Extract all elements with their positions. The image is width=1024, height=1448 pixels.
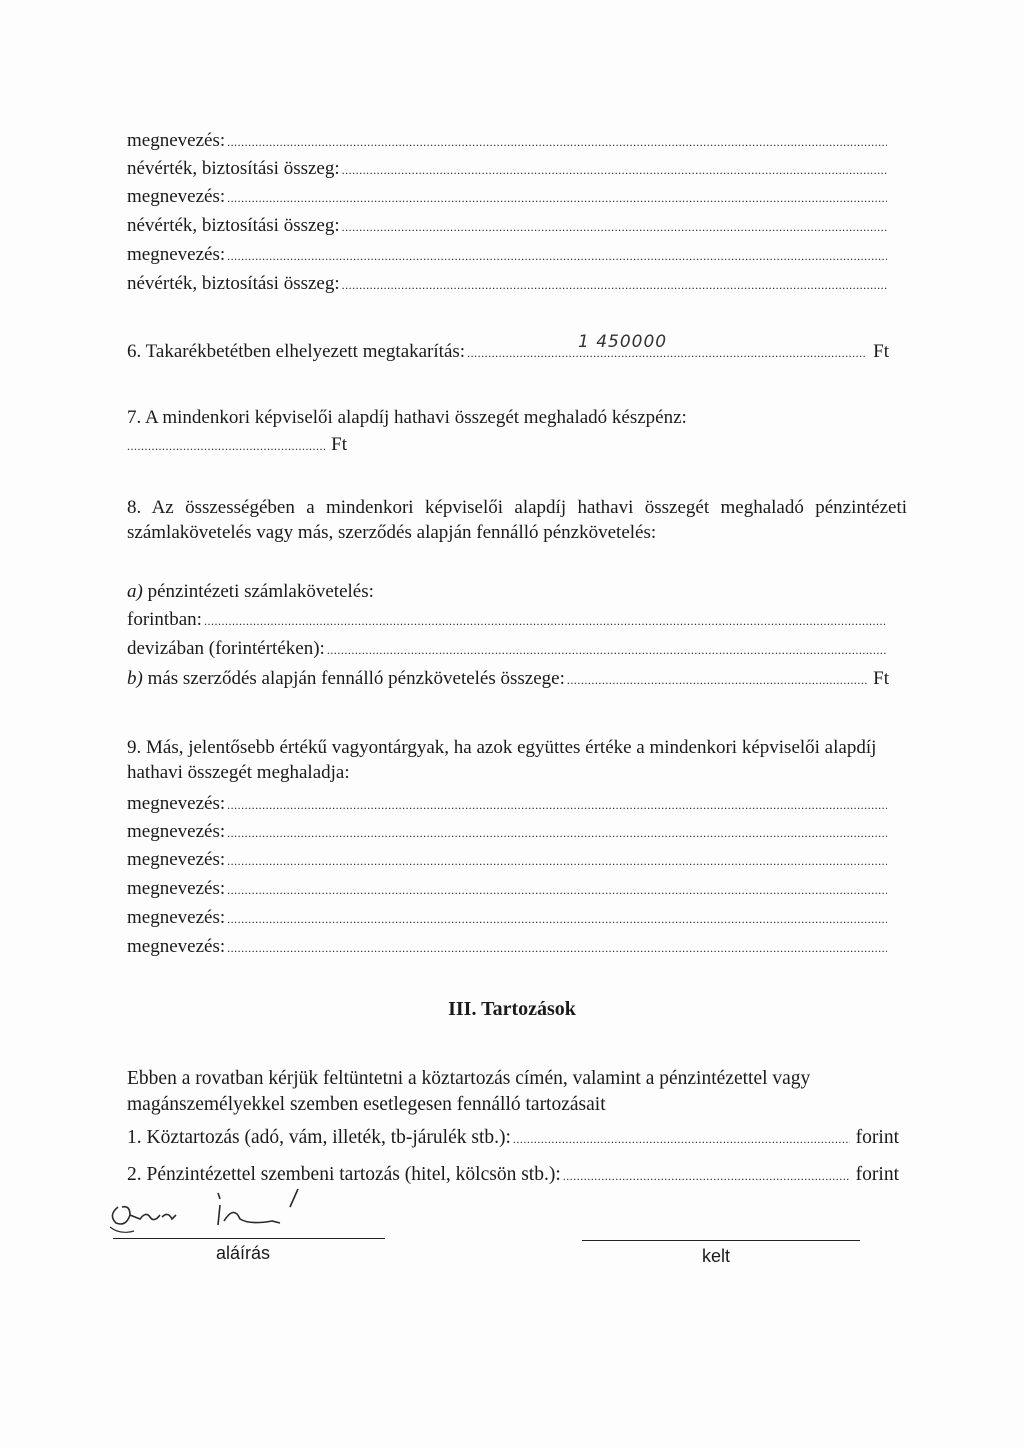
asset-value-line-2 — [127, 214, 889, 239]
item-7-amount-line — [127, 433, 347, 458]
asset-name-label: megnevezés: — [127, 244, 226, 265]
signature-stroke — [112, 1207, 176, 1224]
item-9-name-label: megnevezés: — [127, 878, 226, 899]
item-8b-marker: b) — [127, 668, 143, 689]
item-7-text: 7. A mindenkori képviselői alapdíj hathavi összegét meghaladó készpénz: — [127, 407, 687, 428]
forint-label: forintban: — [127, 609, 202, 630]
item-6-unit: Ft — [873, 341, 889, 362]
item-6-handwritten-amount: 1 450000 — [578, 332, 668, 352]
asset-name-line-1 — [127, 129, 889, 154]
signature-line — [113, 1238, 385, 1239]
item-8a-forint-line — [127, 608, 889, 633]
debt-1-unit: forint — [855, 1127, 899, 1148]
item-9-text: 9. Más, jelentősebb értékű vagyontárgyak, ha azok együttes értéke a mindenkori képviselői alapdíj hathavi összegét meghaladja: — [127, 737, 877, 783]
item-6-label: 6. Takarékbetétben elhelyezett megtakarítás: — [127, 341, 466, 362]
asset-value-line-3 — [127, 272, 889, 297]
item-9-name-line-4 — [127, 877, 889, 902]
asset-name-line-2 — [127, 185, 889, 210]
item-8-text: 8. Az összességében a mindenkori képviselői alapdíj hathavi összegét meghaladó pénzintézeti számlakövetelés vagy más, szerződés alapján fennálló pénzkövetelés: — [127, 497, 907, 543]
asset-name-label: megnevezés: — [127, 186, 226, 207]
item-9-name-line-3 — [127, 848, 889, 873]
section-3-heading: III. Tartozások — [448, 998, 576, 1020]
signature-stroke — [218, 1193, 280, 1225]
date-label: kelt — [702, 1246, 731, 1266]
item-9-name-line-2 — [127, 820, 889, 845]
item-9-name-line-5 — [127, 906, 889, 931]
item-8b-unit: Ft — [873, 668, 889, 689]
debt-2-unit: forint — [855, 1164, 899, 1185]
asset-name-label: megnevezés: — [127, 130, 226, 151]
asset-name-line-3 — [127, 243, 889, 268]
item-8b-line — [127, 667, 889, 692]
signature-stroke — [110, 1227, 134, 1232]
item-8a-deviza-line — [127, 637, 889, 662]
signature-label: aláírás — [216, 1243, 271, 1263]
item-9-name-line-1 — [127, 792, 889, 817]
item-9-name-label: megnevezés: — [127, 936, 226, 957]
signature-stroke — [290, 1189, 298, 1207]
deviza-label: devizában (forintértéken): — [127, 638, 325, 659]
item-6-savings-line — [127, 340, 889, 365]
debt-2-label: 2. Pénzintézettel szembeni tartozás (hitel, kölcsön stb.): — [127, 1164, 561, 1185]
item-9-name-label: megnevezés: — [127, 821, 226, 842]
item-8a-heading — [127, 580, 889, 604]
debt-1-line — [127, 1126, 899, 1151]
item-9-name-label: megnevezés: — [127, 907, 226, 928]
asset-value-label: névérték, biztosítási összeg: — [127, 273, 340, 294]
asset-value-label: névérték, biztosítási összeg: — [127, 158, 340, 179]
asset-value-line-1 — [127, 157, 889, 182]
item-7-unit: Ft — [331, 434, 347, 455]
item-9-name-label: megnevezés: — [127, 849, 226, 870]
asset-value-label: névérték, biztosítási összeg: — [127, 215, 340, 236]
item-9-name-label: megnevezés: — [127, 793, 226, 814]
item-8a-label: pénzintézeti számlakövetelés: — [147, 581, 374, 602]
item-9-name-line-6 — [127, 935, 889, 960]
handwritten-signature — [100, 1185, 400, 1245]
item-8b-label: más szerződés alapján fennálló pénzkövetelés összege: — [147, 668, 565, 689]
date-line — [582, 1240, 860, 1241]
debt-1-label: 1. Köztartozás (adó, vám, illeték, tb-járulék stb.): — [127, 1127, 511, 1148]
item-8a-marker: a) — [127, 581, 143, 602]
section-3-intro: Ebben a rovatban kérjük feltüntetni a köztartozás címén, valamint a pénzintézettel vagy magánszemélyekkel szemben esetlegesen fennálló tartozásait — [127, 1068, 811, 1115]
